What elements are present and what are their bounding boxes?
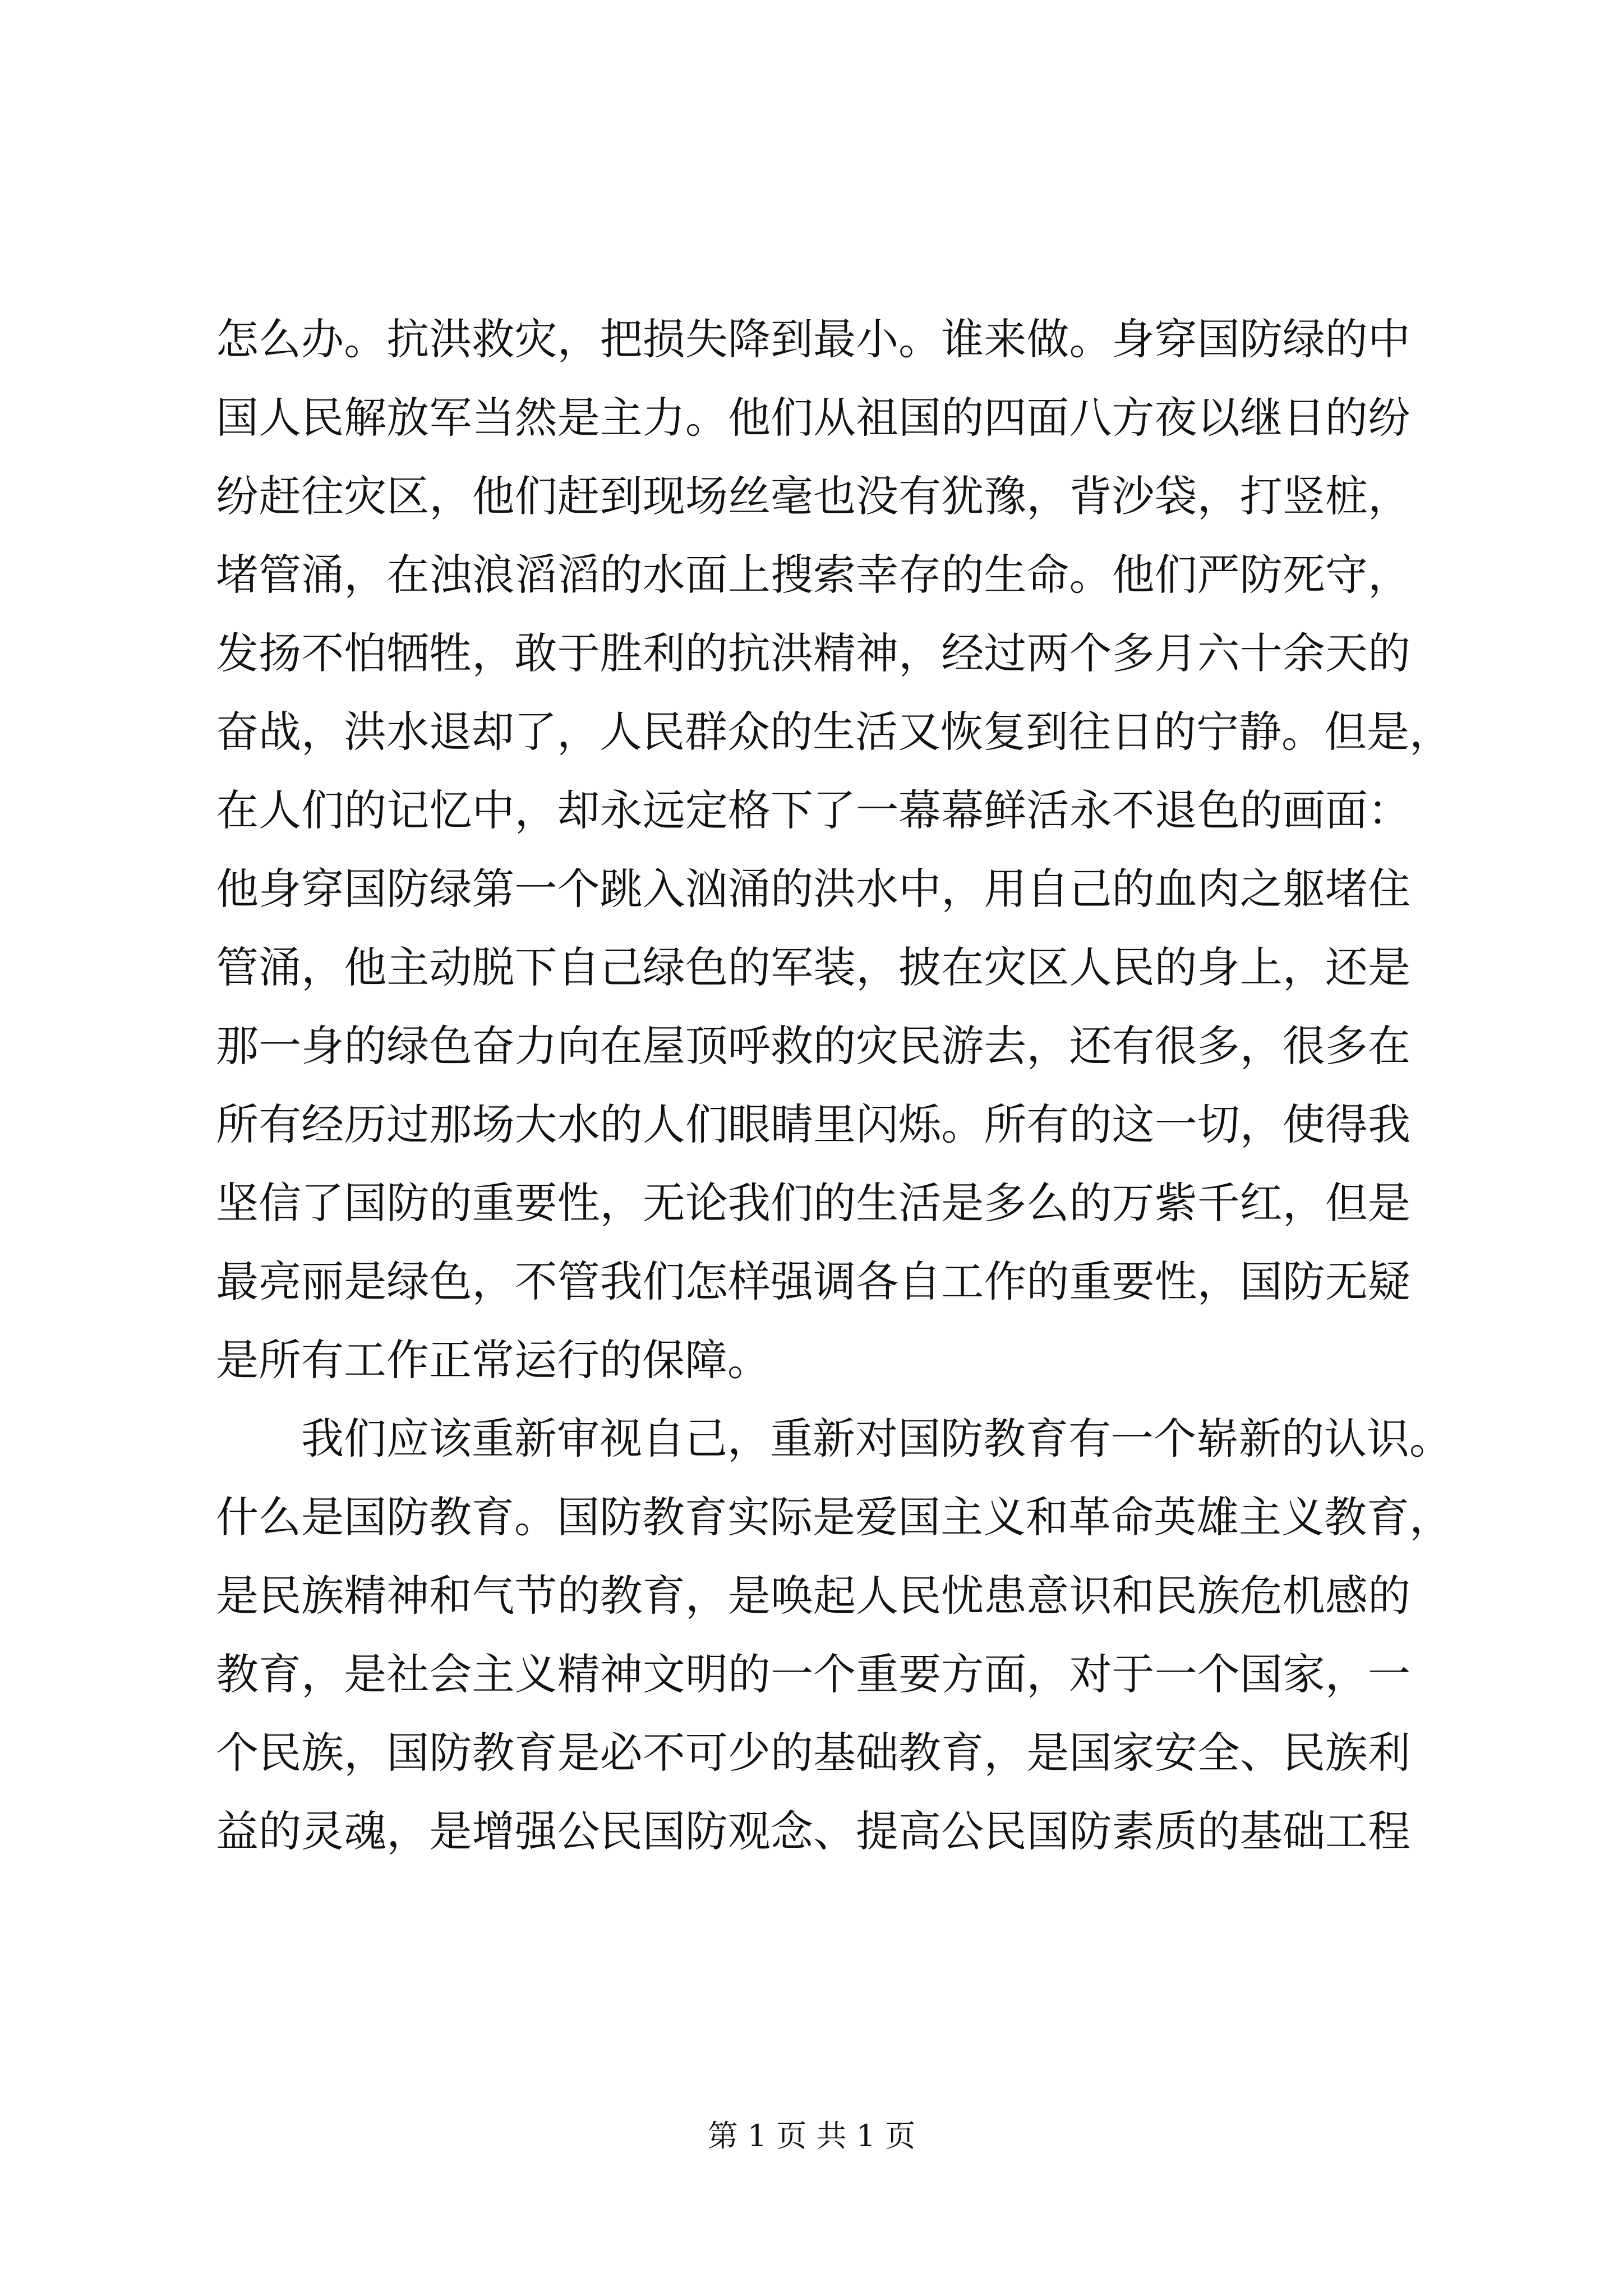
page-indicator: 第 1 页 共 1 页 — [707, 2118, 916, 2154]
paragraph-2-line-6: 益的灵魂，是增强公民国防观念、提高公民国防素质的基础工程 — [216, 1806, 1410, 1856]
paragraph-1-line-14: 是所有工作正常运行的保障。 — [216, 1335, 770, 1385]
paragraph-1-line-10: 那一身的绿色奋力向在屋顶呼救的灾民游去，还有很多，很多在 — [216, 1021, 1410, 1071]
paragraph-1-line-12: 坚信了国防的重要性，无论我们的生活是多么的万紫千红，但是 — [216, 1178, 1410, 1228]
paragraph-1-line-11: 所有经历过那场大水的人们眼睛里闪烁。所有的这一切，使得我 — [216, 1099, 1410, 1149]
paragraph-1-line-6: 奋战，洪水退却了，人民群众的生活又恢复到往日的宁静。但是， — [216, 707, 1452, 757]
paragraph-1-line-2: 国人民解放军当然是主力。他们从祖国的四面八方夜以继日的纷 — [216, 393, 1410, 443]
paragraph-2-line-2: 什么是国防教育。国防教育实际是爱国主义和革命英雄主义教育， — [216, 1492, 1452, 1542]
paragraph-1-line-13: 最亮丽是绿色，不管我们怎样强调各自工作的重要性，国防无疑 — [216, 1257, 1410, 1306]
paragraph-1-line-4: 堵管涌，在浊浪滔滔的水面上搜索幸存的生命。他们严防死守， — [216, 550, 1410, 600]
paragraph-2-line-4: 教育，是社会主义精神文明的一个重要方面，对于一个国家，一 — [216, 1649, 1410, 1699]
page-footer — [0, 2112, 1623, 2155]
paragraph-1-line-8: 他身穿国防绿第一个跳入汹涌的洪水中，用自己的血肉之躯堵住 — [216, 864, 1410, 914]
paragraph-1-line-3: 纷赶往灾区，他们赶到现场丝毫也没有犹豫，背沙袋，打竖桩， — [216, 471, 1410, 521]
paragraph-1-line-5: 发扬不怕牺牲，敢于胜利的抗洪精神，经过两个多月六十余天的 — [216, 628, 1410, 678]
paragraph-1-line-9: 管涌，他主动脱下自己绿色的军装，披在灾区人民的身上，还是 — [216, 942, 1410, 992]
paragraph-2-line-1: 我们应该重新审视自己，重新对国防教育有一个崭新的认识。 — [301, 1414, 1452, 1464]
paragraph-2-line-5: 个民族，国防教育是必不可少的基础教育，是国家安全、民族利 — [216, 1728, 1410, 1778]
paragraph-2-line-3: 是民族精神和气节的教育，是唤起人民忧患意识和民族危机感的 — [216, 1571, 1410, 1621]
paragraph-1-line-7: 在人们的记忆中，却永远定格下了一幕幕鲜活永不退色的画面： — [216, 785, 1410, 835]
paragraph-1-line-1: 怎么办。抗洪救灾，把损失降到最小。谁来做。身穿国防绿的中 — [216, 314, 1410, 364]
document-body — [216, 300, 1452, 1871]
